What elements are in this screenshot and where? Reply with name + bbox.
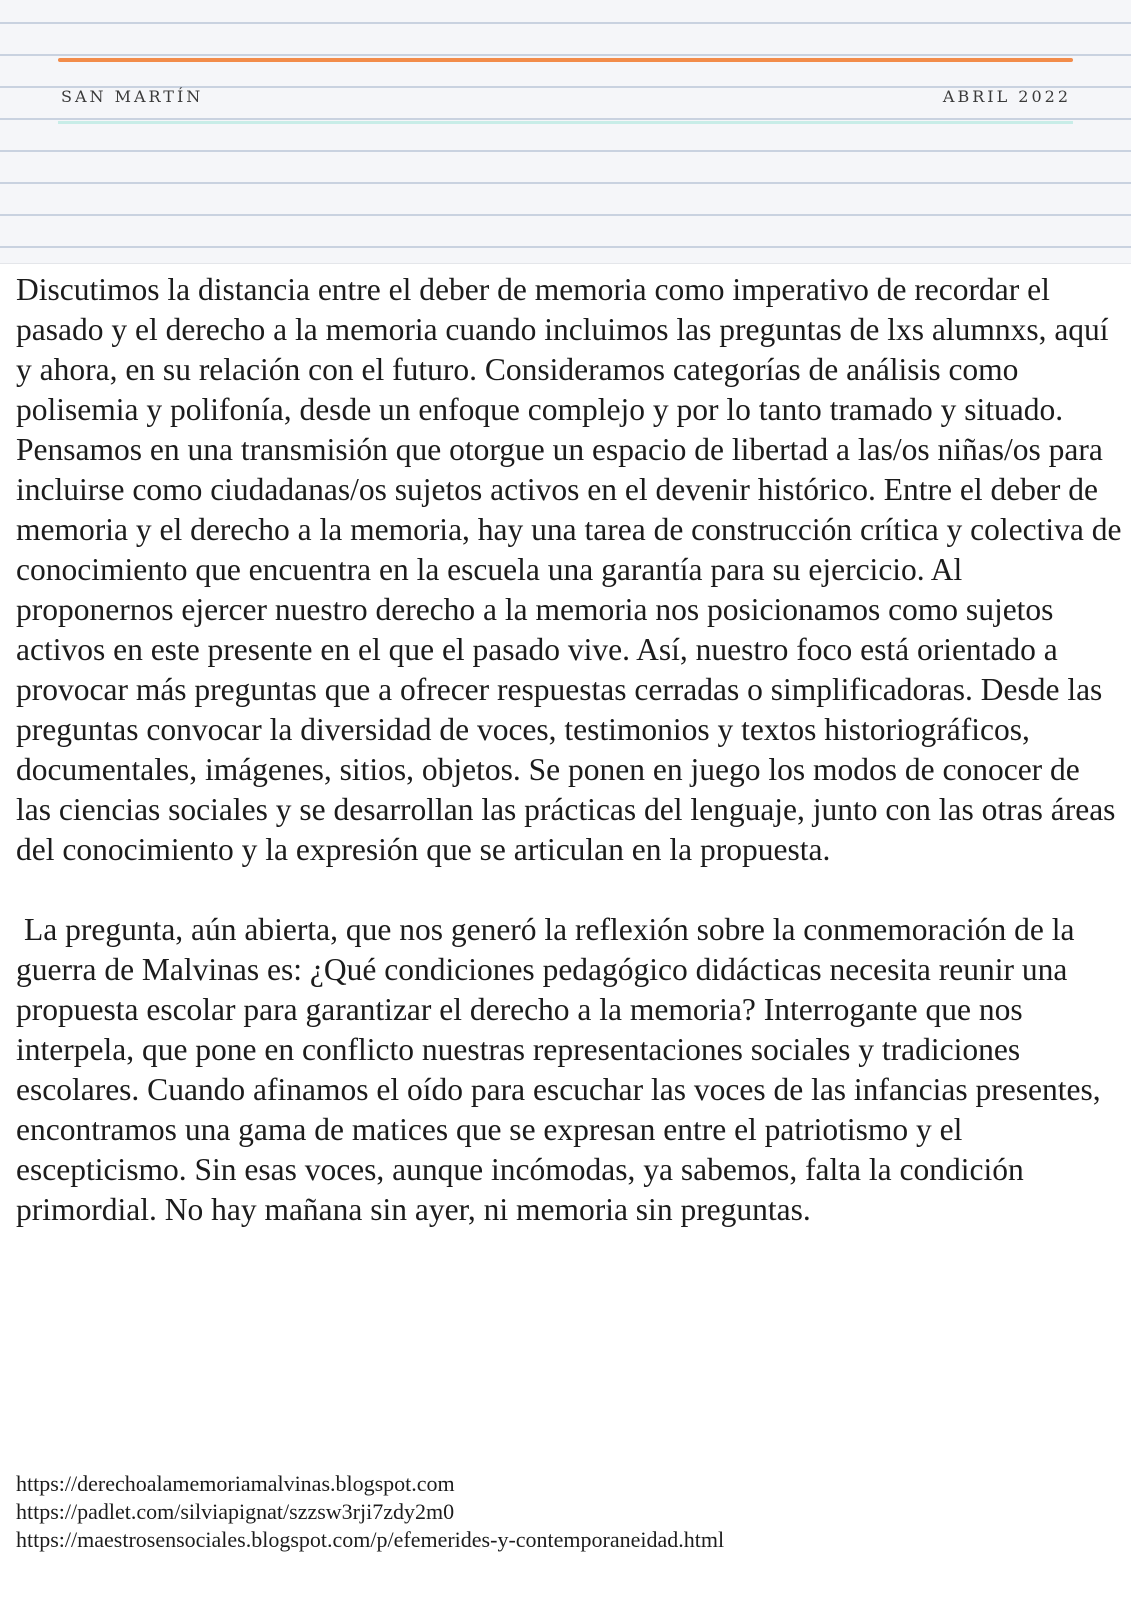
paragraph-pregunta-malvinas: La pregunta, aún abierta, que nos generó la reflexión sobre la conmemoración de la guerra de Malvinas es: ¿Qué condiciones pedagógico didácticas necesita reunir una propuesta escolar para garantizar el derecho a la memoria? Interrogante que nos interpela, que pone en conflicto nuestras representaciones sociales y tradiciones escolares. Cuando afinamos el oído para escuchar las voces de las infancias presentes, encontramos una gama de matices que se expresan entre el patriotismo y el escepticismo. Sin esas voces, aunque incómodas, ya sabemos, falta la condición primordial. No hay mañana sin ayer, ni memoria sin preguntas. (16, 912, 1101, 1227)
article-body (16, 270, 1122, 1230)
reference-links (16, 1470, 724, 1554)
link-padlet[interactable]: https://padlet.com/silviapignat/szzsw3rji7zdy2m0 (16, 1499, 455, 1524)
lined-paper-header (0, 0, 1131, 264)
header-date: ABRIL 2022 (942, 87, 1071, 106)
teal-divider (58, 121, 1073, 124)
link-derecho-memoria-blog[interactable]: https://derechoalamemoriamalvinas.blogspot.com (16, 1471, 455, 1496)
paragraph-deber-de-memoria: Discutimos la distancia entre el deber de memoria como imperativo de recordar el pasado y el derecho a la memoria cuando incluimos las preguntas de lxs alumnxs, aquí y ahora, en su relación con el futuro. Consideramos categorías de análisis como polisemia y polifonía, desde un enfoque complejo y por lo tanto tramado y situado. Pensamos en una transmisión que otorgue un espacio de libertad a las/os niñas/os para incluirse como ciudadanas/os sujetos activos en el devenir histórico. Entre el deber de memoria y el derecho a la memoria, hay una tarea de construcción crítica y colectiva de conocimiento que encuentra en la escuela una garantía para su ejercicio. Al proponernos ejercer nuestro derecho a la memoria nos posicionamos como sujetos activos en este presente en el que el pasado vive. Así, nuestro foco está orientado a provocar más preguntas que a ofrecer respuestas cerradas o simplificadoras. Desde las preguntas convocar la diversidad de voces, testimonios y textos historiográficos, documentales, imágenes, sitios, objetos. Se ponen en juego los modos de conocer de las ciencias sociales y se desarrollan las prácticas del lenguaje, junto con las otras áreas del conocimiento y la expresión que se articulan en la propuesta. (16, 272, 1122, 867)
header-location: SAN MARTÍN (61, 87, 204, 106)
orange-divider (58, 58, 1073, 62)
link-maestros-sociales[interactable]: https://maestrosensociales.blogspot.com/p/efemerides-y-contemporaneidad.html (16, 1527, 725, 1552)
